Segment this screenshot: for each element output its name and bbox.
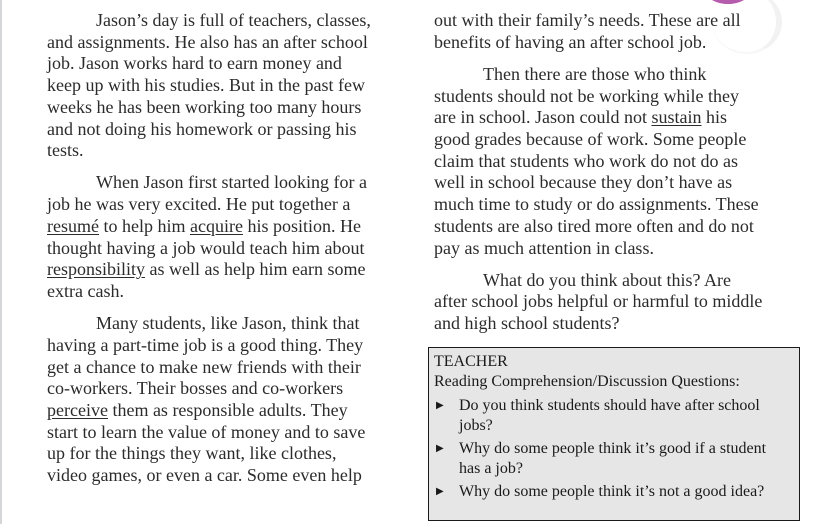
right-column xyxy=(434,10,794,345)
text-line xyxy=(47,216,397,238)
question-item xyxy=(434,482,794,502)
text-fragment: as well as help him earn some xyxy=(145,259,366,280)
vocab-word-responsibility: responsibility xyxy=(47,259,145,280)
text-fragment: to help him xyxy=(98,215,190,236)
question-text xyxy=(459,439,794,479)
paragraph-drawbacks xyxy=(434,64,794,259)
text-fragment: his position. He xyxy=(242,215,361,236)
text-line: thought having a job would teach him about xyxy=(47,237,365,258)
text-fragment: his xyxy=(701,107,727,128)
text-line: extra cash. xyxy=(47,280,124,301)
text-line: Jason’s day is full of teachers, classes, xyxy=(96,10,371,30)
question-text xyxy=(459,396,794,436)
text-line: and assignments. He also has an after school xyxy=(47,31,368,52)
text-line xyxy=(47,259,397,281)
vocab-word-perceive: perceive xyxy=(47,399,108,420)
text-line: and not doing his homework or passing his xyxy=(47,118,357,139)
text-line: What do you think about this? Are xyxy=(483,269,731,290)
left-column xyxy=(47,10,397,497)
paragraph-question xyxy=(434,270,794,335)
text-line: start to learn the value of money and to save xyxy=(47,421,366,442)
text-fragment: them as responsible adults. They xyxy=(107,399,348,420)
text-line: claim that students who work do not do as xyxy=(434,150,738,171)
vocab-word-resume: resumé xyxy=(47,215,99,236)
page-left-border xyxy=(0,0,2,524)
paragraph-benefits xyxy=(47,313,397,487)
question-item xyxy=(434,439,794,479)
text-line: video games, or even a car. Some even help xyxy=(47,465,362,486)
text-line: keep up with his studies. But in the past few xyxy=(47,75,365,96)
text-line: pay as much attention in class. xyxy=(434,237,654,258)
text-line: When Jason first started looking for a xyxy=(96,172,367,193)
text-line: tests. xyxy=(47,140,84,161)
question-text xyxy=(459,482,794,502)
text-fragment: are in school. Jason could not xyxy=(434,107,652,128)
text-line: Why do some people think it’s not a good idea? xyxy=(459,483,765,500)
text-line: Do you think students should have after school xyxy=(459,397,760,414)
teacher-box-subtitle: Reading Comprehension/Discussion Questions: xyxy=(434,373,740,390)
text-line: out with their family’s needs. These are all xyxy=(434,10,741,30)
text-line: job. Jason works hard to earn money and xyxy=(47,53,342,74)
text-line: having a part-time job is a good thing. They xyxy=(47,334,364,355)
text-line xyxy=(434,107,794,129)
paragraph-benefits-continued xyxy=(434,10,794,53)
triangle-bullet-icon: ▶ xyxy=(436,486,444,497)
text-line: students should not be working while they xyxy=(434,85,739,106)
text-line: after school jobs helpful or harmful to middle xyxy=(434,291,763,312)
text-line: jobs? xyxy=(459,417,493,434)
paragraph-jasons-day xyxy=(47,10,397,162)
teacher-box-title: TEACHER xyxy=(434,353,508,370)
paragraph-job-search xyxy=(47,172,397,302)
text-line: has a job? xyxy=(459,460,523,477)
triangle-bullet-icon: ▶ xyxy=(436,400,444,411)
triangle-bullet-icon: ▶ xyxy=(436,443,444,454)
question-item xyxy=(434,396,794,436)
teacher-questions-box xyxy=(428,347,800,521)
text-line: Then there are those who think xyxy=(483,63,707,84)
text-line: Why do some people think it’s good if a student xyxy=(459,440,767,457)
text-line: good grades because of work. Some people xyxy=(434,129,747,150)
text-line: benefits of having an after school job. xyxy=(434,31,707,52)
text-line: get a chance to make new friends with their xyxy=(47,356,361,377)
text-line: well in school because they don’t have as xyxy=(434,172,733,193)
text-line: Many students, like Jason, think that xyxy=(96,313,360,334)
text-line: weeks he has been working too many hours xyxy=(47,96,362,117)
text-line xyxy=(47,400,397,422)
text-line: up for the things they want, like clothes, xyxy=(47,443,337,464)
text-line: much time to study or do assignments. These xyxy=(434,194,759,215)
text-line: students are also tired more often and do not xyxy=(434,215,754,236)
text-line: co-workers. Their bosses and co-workers xyxy=(47,378,344,399)
text-line: job he was very excited. He put together a xyxy=(47,194,351,215)
vocab-word-acquire: acquire xyxy=(189,215,243,236)
text-line: and high school students? xyxy=(434,313,620,334)
vocab-word-sustain: sustain xyxy=(651,107,702,128)
